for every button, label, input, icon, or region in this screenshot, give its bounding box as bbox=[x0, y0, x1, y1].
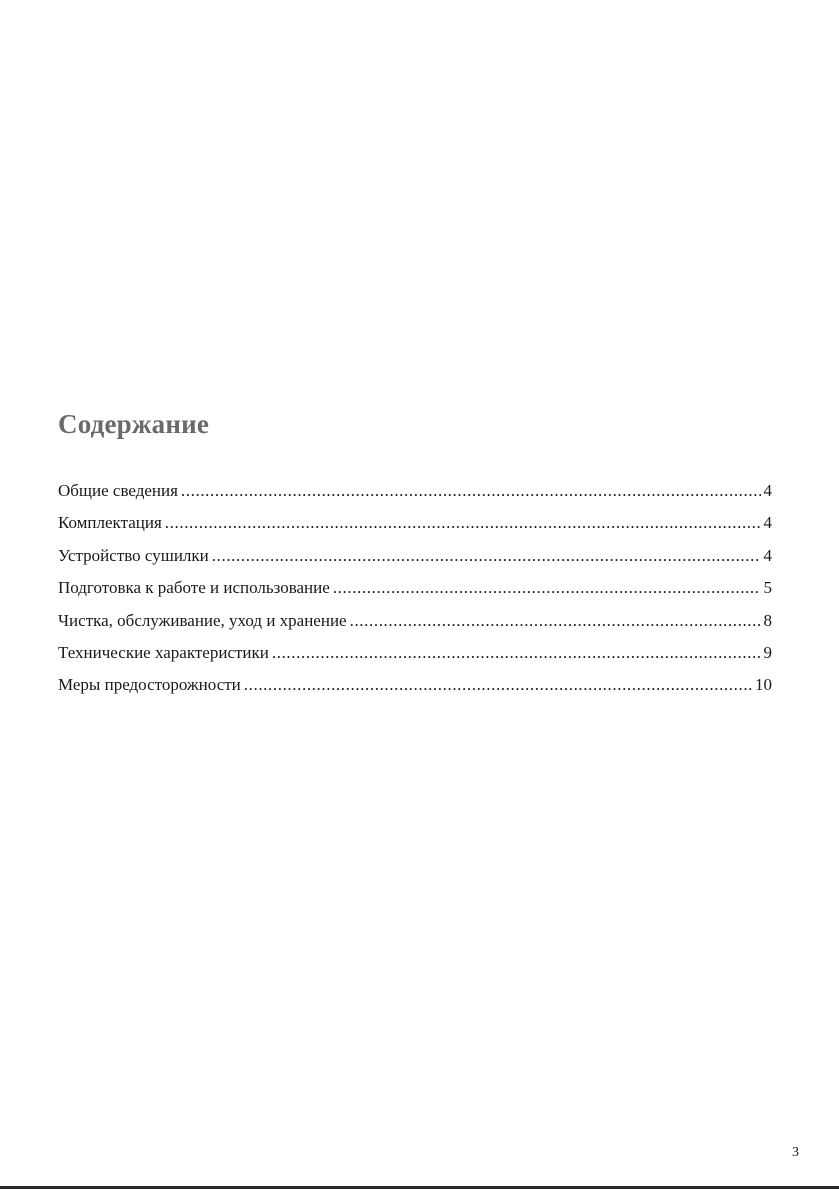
dot-leader bbox=[350, 605, 761, 637]
dot-leader bbox=[212, 540, 761, 572]
toc-entry-page: 8 bbox=[763, 610, 772, 630]
toc-entry-label: Комплектация bbox=[58, 513, 162, 533]
dot-leader bbox=[272, 637, 761, 669]
page-title: Содержание bbox=[58, 409, 210, 439]
dot-leader bbox=[165, 507, 761, 539]
toc-entry-preparation-and-use[interactable] bbox=[58, 572, 772, 604]
toc-entry-page: 4 bbox=[763, 481, 772, 500]
toc-entry-label: Подготовка к работе и использование bbox=[58, 578, 330, 598]
toc-entry-package-contents[interactable] bbox=[58, 507, 772, 539]
toc-entry-label: Чистка, обслуживание, уход и хранение bbox=[58, 610, 347, 630]
toc-entry-dryer-design[interactable] bbox=[58, 540, 772, 572]
toc-entry-label: Меры предосторожности bbox=[58, 675, 241, 695]
dot-leader bbox=[244, 669, 752, 701]
toc-entry-page: 10 bbox=[755, 675, 772, 695]
table-of-contents bbox=[58, 475, 772, 702]
dot-leader bbox=[181, 475, 761, 507]
toc-entry-label: Устройство сушилки bbox=[58, 545, 209, 565]
toc-entry-general-info[interactable] bbox=[58, 475, 772, 507]
toc-entry-safety-precautions[interactable] bbox=[58, 669, 772, 701]
toc-entry-label: Общие сведения bbox=[58, 481, 178, 500]
page-number: 3 bbox=[792, 1145, 799, 1160]
toc-entry-page: 9 bbox=[763, 642, 772, 662]
toc-entry-cleaning-and-storage[interactable] bbox=[58, 605, 772, 637]
dot-leader bbox=[333, 572, 761, 604]
toc-entry-label: Технические характеристики bbox=[58, 642, 269, 662]
toc-entry-specifications[interactable] bbox=[58, 637, 772, 669]
toc-entry-page: 4 bbox=[763, 513, 772, 533]
toc-entry-page: 5 bbox=[763, 578, 772, 598]
toc-entry-page: 4 bbox=[763, 545, 772, 565]
